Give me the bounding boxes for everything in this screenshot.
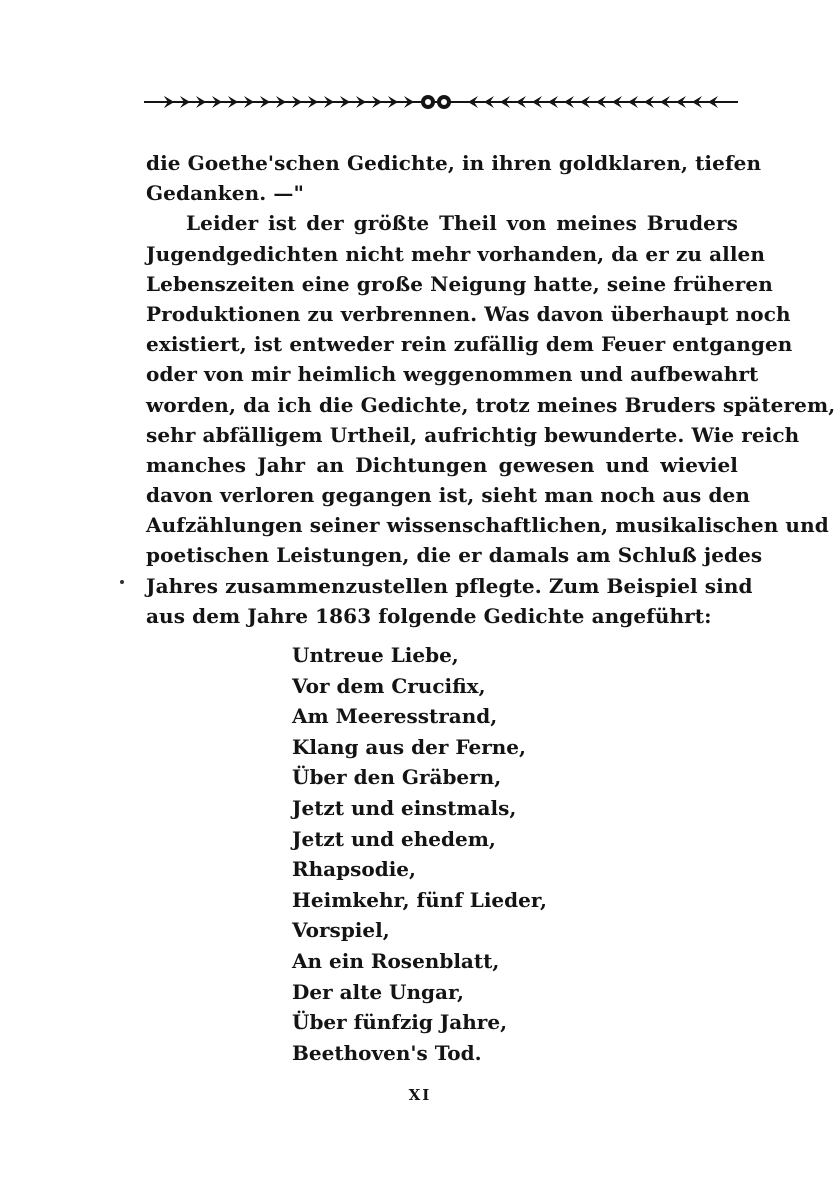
body-line: Jugendgedichten nicht mehr vorhanden, da er zu allen — [146, 241, 766, 266]
body-line: davon verloren gegangen ist, sieht man noch aus den — [146, 483, 751, 508]
poem-list-item: Über fünfzig Jahre, — [292, 1010, 508, 1035]
poem-list-item: Rhapsodie, — [292, 857, 416, 882]
body-line: existiert, ist entweder rein zufällig dem Feuer entgangen — [146, 332, 793, 357]
body-text — [146, 148, 836, 631]
ornament-divider-icon — [144, 94, 738, 110]
poem-list-item: Vorspiel, — [292, 918, 390, 943]
poem-list-item: Beethoven's Tod. — [292, 1040, 482, 1065]
body-line: aus dem Jahre 1863 folgende Gedichte angeführt: — [146, 603, 712, 628]
body-line: Aufzählungen seiner wissenschaftlichen, musikalischen und — [146, 513, 829, 538]
poem-list-item: Heimkehr, fünf Lieder, — [292, 887, 547, 912]
poem-list-item: Jetzt und einstmals, — [292, 795, 517, 820]
body-line: Leider ist der größte Theil von meines Bruders — [186, 211, 738, 236]
page-number: XI — [408, 1086, 432, 1104]
body-line: sehr abfälligem Urtheil, aufrichtig bewunderte. Wie reich — [146, 422, 800, 447]
poem-list-item: Am Meeresstrand, — [292, 704, 498, 729]
poem-list-item: Klang aus der Ferne, — [292, 734, 526, 759]
body-line: Lebenszeiten eine große Neigung hatte, seine früheren — [146, 271, 773, 296]
poem-list-item: Untreue Liebe, — [292, 643, 459, 667]
body-line: Gedanken. —" — [146, 181, 304, 206]
body-line: die Goethe'schen Gedichte, in ihren goldklaren, tiefen — [146, 151, 762, 175]
body-line: oder von mir heimlich weggenommen und aufbewahrt — [146, 362, 759, 387]
poem-list-item: An ein Rosenblatt, — [292, 948, 500, 973]
poem-list-item: Über den Gräbern, — [292, 765, 502, 790]
poem-list-item: Vor dem Crucifix, — [292, 673, 486, 698]
body-line: Produktionen zu verbrennen. Was davon überhaupt noch — [146, 301, 791, 326]
body-line: poetischen Leistungen, die er damals am Schluß jedes — [146, 543, 763, 568]
margin-mark — [120, 580, 124, 584]
body-line: manches Jahr an Dichtungen gewesen und wieviel — [146, 452, 738, 477]
body-line: Jahres zusammenzustellen pflegte. Zum Beispiel sind — [146, 573, 753, 598]
poem-list-item: Der alte Ungar, — [292, 979, 465, 1004]
poem-list-item: Jetzt und ehedem, — [292, 826, 496, 851]
poem-list — [292, 640, 547, 1068]
body-line: worden, da ich die Gedichte, trotz meines Bruders späterem, — [146, 392, 836, 417]
